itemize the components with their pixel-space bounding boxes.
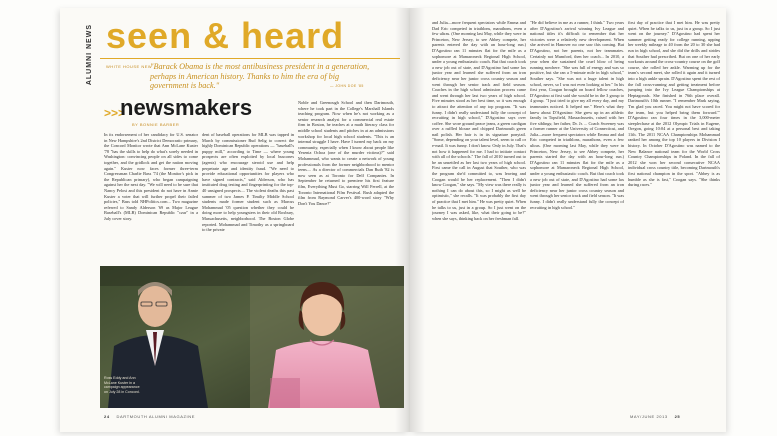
body-column-2: dent of baseball operations for MLB was tapped in March by commissioner Bud Selig to correct the highly Dominican Republic operations — "baseball's puppy mill," according to Time — where young prospects are often exploited by local buscones (agents) who encourage steroid use and help perpetrate age and identity fraud. "We need to provide educational opportunities for players who have signed contracts," said Alderson, who has instituted drug testing and fingerprinting for the top-40 unsigned prospects.... The violent deaths this past summer of two James P. Timilty Middle School students made former student such as Marcus Mohammad '05 question whether they could be doing more to help youngsters in their old Roxbury, Massachusetts, neighborhood. The Boston Globe reported. Mohammad and Timothy as a springboard to the private bbox=[202, 132, 294, 233]
body-column-1: In its endorsement of her candidacy for U.S. senator in New Hampshire's 2nd District Democratic primary, the Concord Monitor wrote that Ann McLane Kuster '78 "has the skills to help do what's sorely needed in Washington: convincing people on all sides to come together, and the gridlock and get the nation moving again." Kuster now faces former three-term Congressman Charlie Bass '74 (the Monitor's pick in the Republican primary), who began campaigning against her the next day. "We will need to be sure that Nancy Pelosi and this president do not have in Annie Kuster a voter that will further propel their failed policies," Bass told NHPolitics.com... Two magazine referred to Sandy Alderson '69 as Major League Baseball's (MLB) Dominican Republic "czar" in a July cover story. bbox=[104, 132, 198, 221]
folio-right bbox=[630, 414, 680, 419]
issue-date: MAY/JUNE 2013 bbox=[630, 414, 668, 419]
campaign-photo bbox=[100, 266, 404, 408]
page-number-right: 25 bbox=[674, 414, 681, 419]
body-column-5: "He did believe in me as a runner, I think." Two years after D'Agostino's arrival winning Ivy League and national titles it's difficult to remember that her victories were a relatively new development. When she arrived in Hanover no one saw this coming. But D'Agostino, not her parents, not her teammates. Certainly not Mumford, then her coach... In 2010, a year when she sustained the cruel blow of being running nowhere. "She was full of energy and was so positive, but she ran a 5-minute mile in high school," Souther says. "She was not a huge talent in high school, never, so I was not even looking at her." In his first year, Coogan brought on board fellow coaches, D'Agostino at first said she would be in the 3 group to 4 group. "I just tried to give my all every day, and my teammates noticed. It helped me." Here's what they knew about D'Agostino: She grew up in an athletic family in Topsfield, Massachusetts, raised with her five siblings; her father, Dr. Jr. ... Coach Sweeney was a former runner at the University of Connecticut, and Julia—more frequent spectators while Emma and dad Eric competed in triathlons, marathons, even a few ultras. (One morning last May, while they were in Princeton, New Jersey, to see Abbey compete, her parents started the day with an hour-long run.) D'Agostino ran 11 minutes flat for the mile as a sophomore at Mamaroneck Regional High School, under a young enthusiastic coach. But that coach took a new job out of state, and D'Agostino had some lax junior year and learned she suffered from an iron deficiency near her junior cross country season and went through her senior track and field season. "It was funny. I didn't really understand fully the concept of recruiting in high school." bbox=[530, 20, 624, 210]
newsmakers-title: newsmakers bbox=[120, 95, 253, 120]
photo-caption: Ross Eddy and Ann McLane Kuster in a campaign appearance on July 28 in Concord. bbox=[104, 376, 140, 394]
section-heading: seen & heard bbox=[106, 15, 345, 56]
body-column-6: first day of practice that I met him. He was pretty quiet. When he talks to us, just in a group. So I just went on the journey." D'Agostino had spent her summer getting ready for college running, upping her weekly mileage to 40 from the 20 to 30 she had run in high school, and she did the drills and strides that Souther had prescribed. But on one of her early workouts around the cross-country course on the golf course, she rolled her ankle. Warming up for the team's second meet, she rolled it again and it turned into a high ankle sprain. D'Agostino spent the rest of the fall cross-running and getting treatment before jumping into the Ivy League Championships at Heptagonals. She finished in 76th place overall. Dartmouth's 10th runner. "I remember Mark saying, 'I'm glad you raced. You might not have scored for the team, but you helped bring them forward.'" D'Agostino ran four times in the 3,000-meter steeplechase at the 2012 Olympic Trials in Eugene, Oregon, going 10:04 at a personal best and taking 11th. The 2011 NCAA Championships Mohammad ranked her among the top 10 players in Division I history. In October D'Agostino was named to the New Balance national team for the World Cross Country Championships in Poland. In the fall of 2012 she won her second consecutive NCAA individual cross country title, becoming Dartmouth's first national champion in the sport. "Abbey is as humble as she is fast," Coogan says. "She thinks during races." bbox=[628, 20, 720, 188]
page-number-left: 24 bbox=[104, 414, 110, 419]
quote-attribution: — JOHN DOE '85 bbox=[330, 84, 364, 88]
section-label: ALUMNI NEWS bbox=[86, 24, 93, 86]
quote-byline: WHITE HOUSE NEW bbox=[106, 64, 153, 69]
heading-rule bbox=[100, 58, 400, 59]
folio-left bbox=[104, 414, 195, 419]
magazine-name: DARTMOUTH ALUMNI MAGAZINE bbox=[116, 414, 196, 419]
newsmakers-byline: BY BONNIE BARBER bbox=[132, 122, 180, 127]
newsmakers-arrows: >>> bbox=[104, 106, 126, 120]
body-column-4: and Julia—more frequent spectators while Emma and Dad Eric competed in triathlons, marathons, even a few ultras. (One morning last May, while they were in Princeton, New Jersey, to see Abbey compete, her parents entered the day with an hour-long run.) D'Agostino ran 11 minutes flat for the mile as a sophomore at Mamaroneck Regional High School, under a young enthusiastic coach. But that coach took a new job out of state, and D'Agostino had some lax junior year and learned she suffered from an iron deficiency near her junior cross country season and went through her senior track and field season. Coaches in the high school admission process came and went through her last two years of high school. Five minutes stood as her best time, so it was enough to attract the attention of any top program. "It was funny. I didn't really understand fully the concept of recruiting in high school," D'Agostino says over coffee. She wore ground peace jeans, a green cardigan over a ruffled blouse and chipped Dartmouth green nail polish. Her hair is in its signature ponytail. "Some, depending on your talent level, seem to call or e-mail. It was funny. I don't know. Only in July. That's not how it happened for me. I had to initiate contact with all of the schools." The fall of 2010 turned out to be an unsettled as her last two years of high school. First came the call in August that Souther, who was the program she'd committed to, was leaving and Coogan would be her replacement. "Then I didn't know Coogan," she says. "My view was there really is nothing I can do about this, so I might as well be optimistic," she recalls. "It was probably the first day of practice that I met him." He was pretty quiet. When he talks to us, just in a group. So I just went on the journey I was asked, like, what their going to be?" when she says, thinking back on her freshman fall. bbox=[432, 20, 526, 221]
pull-quote: "Barack Obama is the most antibusiness president in a generation, perhaps in American history. Thanks to him the era of big government is back." bbox=[150, 62, 370, 90]
body-column-3: Noble and Greenough School and then Dartmouth, where he took part in the College's Marshall Islands teaching program. Now when he's not working as a senior research analyst for a commercial real estate firm in Boston, he teaches at a math literacy class for middle school students and pitches in at an admissions workshop for local high school students. "This is an internal struggle I have. Have I turned my back on my community, especially when I know about people like Yesenia Ochoa (one of the murder victims)?" said Mohammad, who wants to create a network of young professionals from the former neighborhood to mentor teens.... As a director of commercials Dan Ruth '82 is now seen as at Toronto for Delf Companies. In September he returned to premiere his first feature film, Everything Must Go, starring Will Ferrell, at the Toronto International Film Festival. Rush adapted the film from Raymond Carver's 400-word story "Why Don't You Dance?" bbox=[298, 100, 394, 206]
